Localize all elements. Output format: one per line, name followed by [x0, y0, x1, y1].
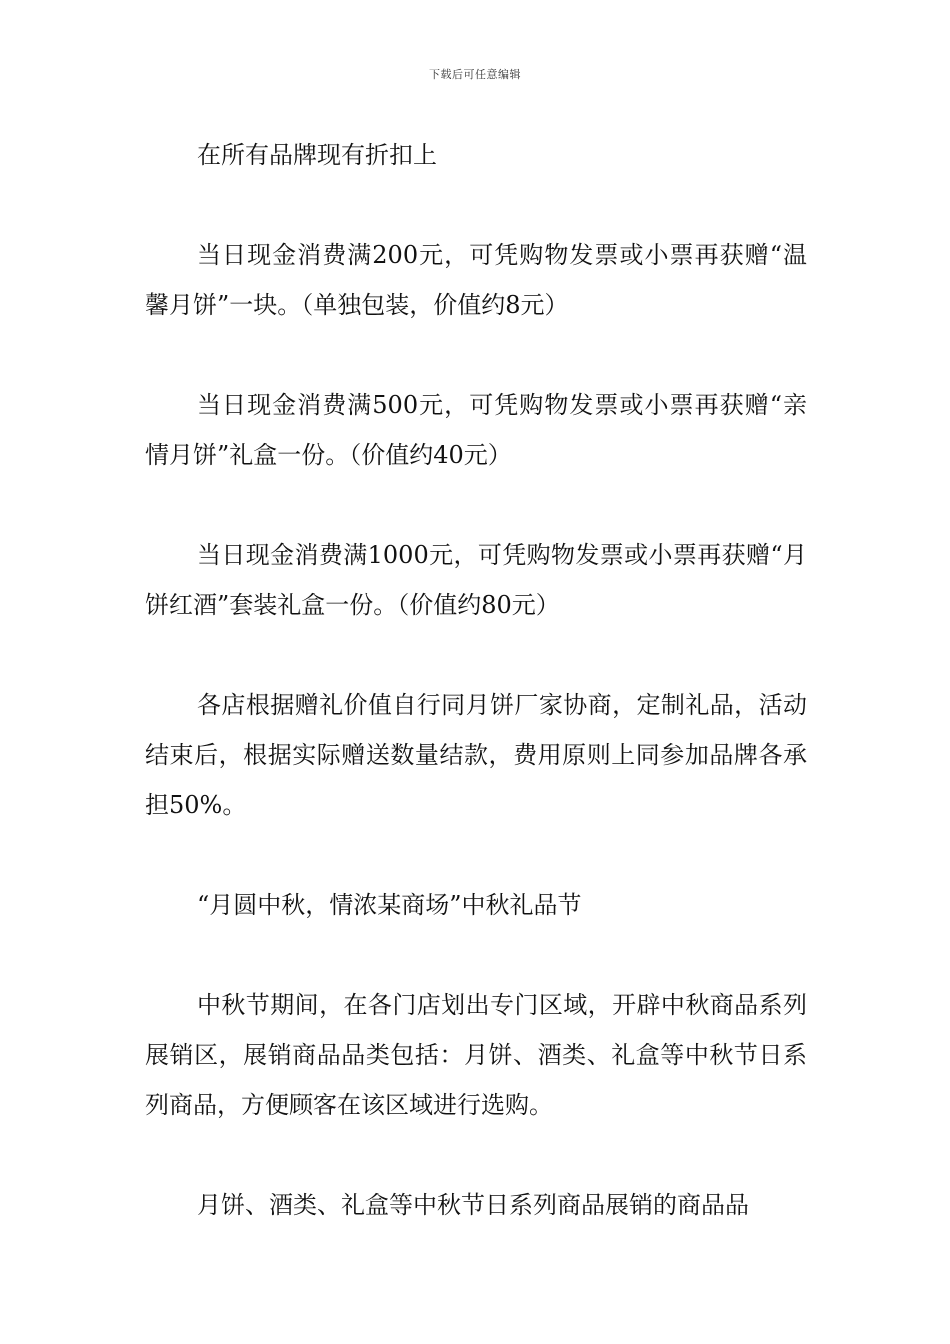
document-body	[145, 130, 807, 1230]
paragraph-exhibition-area: 中秋节期间，在各门店划出专门区域，开辟中秋商品系列展销区，展销商品品类包括：月饼、酒类、礼盒等中秋节日系列商品，方便顾客在该区域进行选购。	[145, 991, 807, 1119]
paragraph-exhibition-products: 月饼、酒类、礼盒等中秋节日系列商品展销的商品品	[197, 1191, 749, 1219]
page-header: 下载后可任意编辑	[429, 68, 521, 81]
paragraph-gift-500: 当日现金消费满500元，可凭购物发票或小票再获赠“亲情月饼”礼盒一份。（价值约40元）	[145, 391, 807, 469]
paragraph-gift-1000: 当日现金消费满1000元，可凭购物发票或小票再获赠“月饼红酒”套装礼盒一份。（价值约80元）	[145, 541, 807, 619]
paragraph-cost-sharing: 各店根据赠礼价值自行同月饼厂家协商，定制礼品，活动结束后，根据实际赠送数量结款，费用原则上同参加品牌各承担50%。	[145, 691, 807, 819]
paragraph-discount-intro: 在所有品牌现有折扣上	[197, 141, 437, 169]
paragraph-festival-title: “月圆中秋，情浓某商场”中秋礼品节	[197, 891, 582, 919]
paragraph-gift-200: 当日现金消费满200元，可凭购物发票或小票再获赠“温馨月饼”一块。（单独包装，价值约8元）	[145, 241, 807, 319]
